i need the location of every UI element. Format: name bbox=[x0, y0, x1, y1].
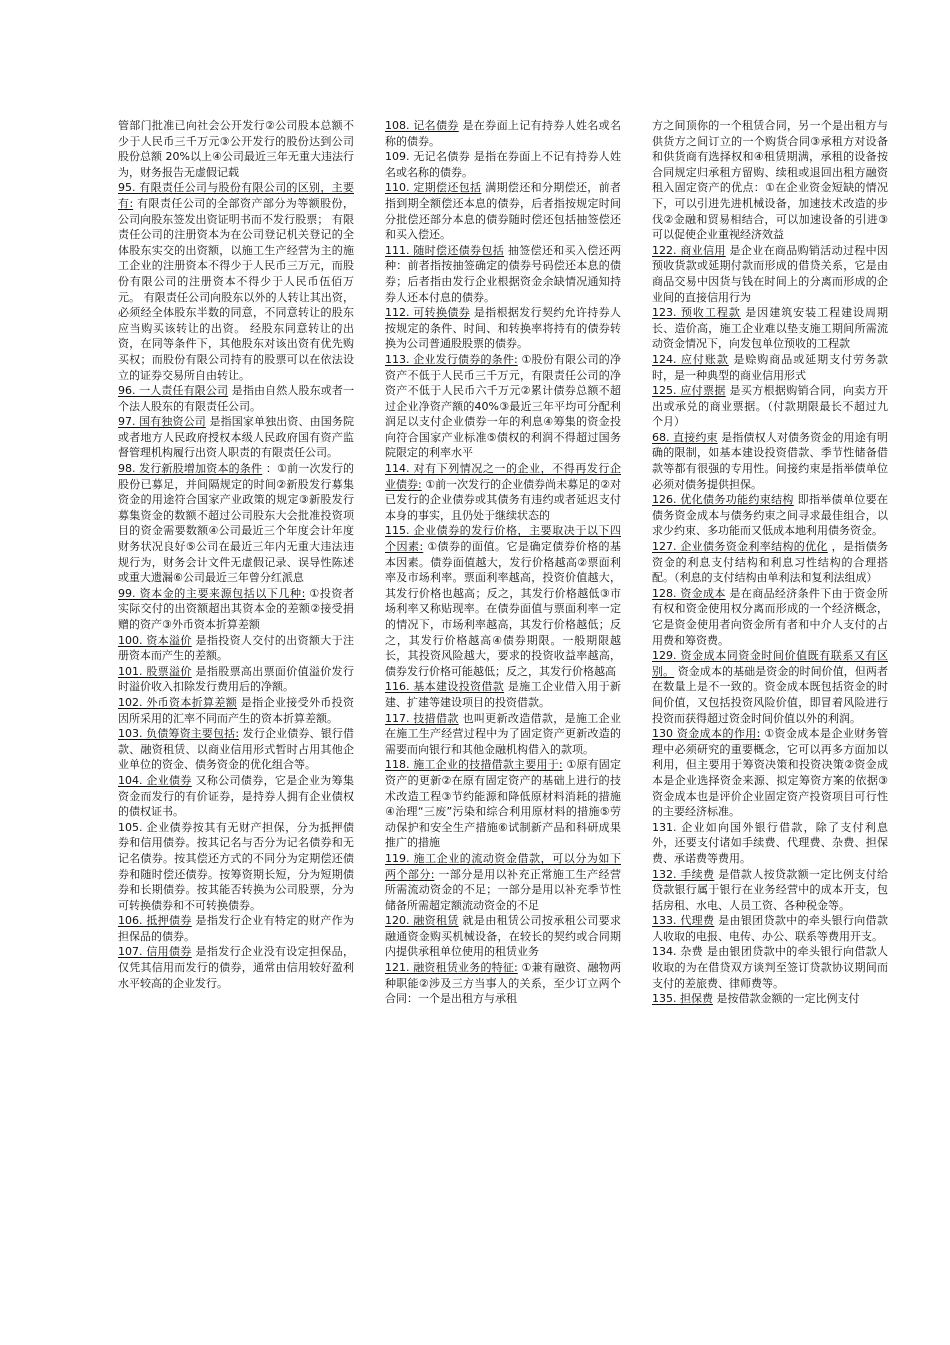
term-heading: 133. 代理费 bbox=[652, 914, 715, 928]
paragraph bbox=[652, 944, 888, 991]
paragraph bbox=[652, 820, 888, 867]
term-heading: 127. 企业债务资金利率结构的优化 bbox=[652, 540, 828, 554]
paragraph-text: 是指发行企业有特定的财产作为担保品的债券。 bbox=[118, 914, 354, 943]
paragraph bbox=[385, 305, 621, 352]
paragraph-text: 一部分是用以补充正常施工生产经营所需流动资金的不足；一部分是用以补充季节性储备所需超定额流动资金的不足 bbox=[385, 867, 621, 912]
paragraph-text: 管部门批准已向社会公开发行②公司股本总额不少于人民币三千万元③公开发行的股份达到公司股份总额 20%以上④公司最近三年无重大违法行为，财务报告无虚假记载 bbox=[118, 119, 354, 179]
paragraph bbox=[118, 180, 354, 383]
paragraph bbox=[652, 586, 888, 648]
paragraph bbox=[118, 695, 354, 726]
paragraph-text: 是指国家单独出资、由国务院或者地方人民政府授权本级人民政府国有资产监督管理机构履行出资人职责的有限责任公司。 bbox=[118, 415, 354, 460]
term-heading: 130 资金成本的作用: bbox=[652, 727, 761, 741]
paragraph bbox=[652, 430, 888, 492]
term-heading: 96. 一人责任有限公司 bbox=[118, 384, 229, 398]
paragraph bbox=[118, 944, 354, 991]
term-heading: 97. 国有独资公司 bbox=[118, 415, 206, 429]
paragraph bbox=[652, 305, 888, 352]
term-heading: 114. 对有下列情况之一的企业，不得再发行企业债券: bbox=[385, 462, 621, 491]
paragraph-text: 即指举债单位要在债务资金成本与债务约束之间寻求最佳组合，以求少约束、多功能而又低成本地利用债务资金。 bbox=[652, 493, 888, 538]
term-heading: 107. 信用债券 bbox=[118, 945, 192, 959]
paragraph bbox=[385, 243, 621, 305]
paragraph-text: 就是由租赁公司按承租公司要求融通资金购买机械设备，在较长的契约或合同期内提供承租单位使用的租赁业务 bbox=[385, 914, 621, 959]
paragraph bbox=[652, 648, 888, 726]
paragraph bbox=[652, 492, 888, 539]
paragraph-text: 是在券面上记有持券人姓名或名称的债券。 bbox=[385, 119, 621, 148]
term-heading: 123. 预收工程款 bbox=[652, 306, 741, 320]
term-heading: 118. 施工企业的技措借款主要用于: bbox=[385, 758, 563, 772]
paragraph-text: ①债券的面值。它是确定债券价格的基本因素。债券面值越大，发行价格越高②票面利率及市场利率。票面利率越高，投资价值越大，其发行价格也越高；反之，其发行价格越低③市场利率又称贴现率。在债券面值与票面利率一定的情况下，市场利率越高，其发行价格越低；反之，其发行价格越高④债券期限。一般期限越长，其投资风险越大，要求的投资收益率越高，债券发行价格可能越低；反之，其发行价格越高 bbox=[385, 540, 621, 678]
paragraph bbox=[385, 352, 621, 461]
term-heading: 112. 可转换债券 bbox=[385, 306, 471, 320]
paragraph bbox=[385, 118, 621, 149]
term-heading: 99. 资本金的主要来源包括以下几种: bbox=[118, 586, 306, 600]
paragraph-text: 是指根据发行契约允许持券人按规定的条件、时间、和转换率将持有的债券转换为公司普通股股票的债券。 bbox=[385, 306, 621, 351]
paragraph-text: 131. 企业如向国外银行借款，除了支付利息外，还要支付诸如手续费、代理费、杂费、担保费、承诺费等费用。 bbox=[652, 820, 888, 865]
paragraph-text: ①投资者实际交付的出资额超出其资本金的差额②接受捐赠的资产③外币资本折算差额 bbox=[118, 586, 355, 631]
paragraph bbox=[652, 118, 888, 243]
paragraph-text: 是在商品经济条件下由于资金所有权和资金使用权分离而形成的一个经济概念，它是资金使用者向资金所有者和中介人支付的占用费和筹资费。 bbox=[652, 586, 888, 647]
term-heading: 102. 外币资本折算差额 bbox=[118, 695, 238, 709]
paragraph bbox=[385, 679, 621, 710]
term-heading: 116. 基本建设投资借款 bbox=[385, 680, 505, 694]
paragraph bbox=[652, 867, 888, 914]
paragraph bbox=[118, 586, 354, 633]
term-heading: 110. 定期偿还包括 bbox=[385, 181, 482, 195]
term-heading: 128. 资金成本 bbox=[652, 586, 726, 600]
term-heading: 104. 企业债券 bbox=[118, 773, 192, 787]
term-heading: 124. 应付账款 bbox=[652, 352, 729, 366]
paragraph-text: 是赊购商品或延期支付劳务款时，是一种典型的商业信用形式 bbox=[652, 352, 888, 382]
paragraph-text: 是因建筑安装工程建设周期长、造价高，施工企业难以垫支施工期间所需流动资金情况下，向发包单位预收的工程款 bbox=[652, 306, 888, 351]
term-heading: 101. 股票溢价 bbox=[118, 664, 192, 678]
text-column-1 bbox=[118, 118, 354, 991]
paragraph-text: ①前一次发行的企业债券尚未募足的②对已发行的企业债券或其债务有违约或者延迟支付本身的事实，且仍处于继续状态的 bbox=[385, 477, 621, 522]
term-heading: 121. 融资租赁业务的特征: bbox=[385, 961, 518, 975]
paragraph-text: 是买方根据购销合同，向卖方开出或承兑的商业票据。（付款期限最长不超过九个月） bbox=[652, 384, 888, 429]
paragraph-text: 109. 无记名债券 是指在券面上不记有持券人姓名或名称的债券。 bbox=[385, 150, 621, 179]
term-heading: 132. 手续费 bbox=[652, 867, 715, 881]
term-heading: 103. 负债筹资主要包括: bbox=[118, 727, 240, 741]
paragraph-text: 是指企业接受外币投资因所采用的汇率不同而产生的资本折算差额。 bbox=[118, 695, 354, 725]
paragraph bbox=[652, 352, 888, 383]
term-heading: 135. 担保费 bbox=[652, 992, 713, 1006]
paragraph-text: 是指发行企业没有设定担保品，仅凭其信用而发行的债券，通常由信用较好盈利水平较高的企业发行。 bbox=[118, 945, 354, 990]
paragraph bbox=[652, 243, 888, 305]
paragraph bbox=[652, 539, 888, 586]
paragraph-text: 是企业在商品购销活动过程中因预收货款或延期付款而形成的借贷关系，它是由商品交易中因货与钱在时间上的分离而形成的企业间的直接信用行为 bbox=[652, 243, 888, 304]
term-heading: 68. 直接约束 bbox=[652, 430, 718, 444]
paragraph bbox=[118, 383, 354, 414]
term-heading: 100. 资本溢价 bbox=[118, 633, 192, 647]
text-column-2 bbox=[385, 118, 621, 1007]
paragraph-text: ①兼有融资、融物两种职能②涉及三方当事人的关系，至少订立两个合同：一个是出租方与承租 bbox=[385, 961, 622, 1006]
paragraph bbox=[385, 757, 621, 851]
paragraph bbox=[385, 180, 621, 242]
term-heading: 111. 随时偿还债券包括 bbox=[385, 243, 505, 257]
paragraph-text: ①原有固定资产的更新②在原有固定资产的基础上进行的技术改造工程③节约能源和降低原材料消耗的措施④治理“三废”污染和综合利用原材料的措施⑤劳动保护和安全生产措施⑥试制新产品和科研成果推广的措施 bbox=[385, 758, 622, 850]
term-heading: 120. 融资租赁 bbox=[385, 914, 459, 928]
paragraph bbox=[652, 726, 888, 820]
paragraph-text: 方之间顶你的一个租赁合同，另一个是出租方与供货方之间订立的一个购货合同③承租方对设备和供货商有选择权和④租赁期满，承租的设备按合同规定归承租方留购、续租或退回出租方融资租入固定资产的优点：①在企业资金短缺的情况下，可以引进先进机械设备，加速技术改造的步伐②金融和贸易相结合，可以加速设备的引进③可以促使企业重视经济效益 bbox=[652, 119, 888, 242]
paragraph-text: 是施工企业借入用于新建、扩建等建设项目的投资借款。 bbox=[385, 680, 621, 709]
paragraph-text: ①资金成本是企业财务管理中必须研究的重要概念，它可以再多方面加以利用，但主要用于筹资决策和投资决策②资金成本是企业选择资金来源、拟定筹资方案的依据③资金成本也是评价企业固定资产投资项目可行性的主要经济标准。 bbox=[652, 727, 889, 819]
paragraph-text: ，是指债务资金的利息支付结构和利息习性结构的合理搭配。（利息的支付结构由单利法和复利法组成） bbox=[652, 540, 888, 585]
paragraph-text: 是指股票高出票面价值溢价发行时溢价收入扣除发行费用后的净额。 bbox=[118, 664, 354, 694]
paragraph bbox=[118, 664, 354, 695]
paragraph-text: 有限责任公司的全部资产部分为等额股份，公司向股东签发出资证明书而不发行股票； 有限责任公司的注册资本为在公司登记机关登记的全体股东实交的出资额，以施工生产经营为主的施工企业的注册资本不得少于人民币三万元，而股份有限公司的注册资本不得少于人民币伍佰万元。 有限责任公司向股东以外的人转让其出资，必须经全体股东半数的同意，不同意转让的股东应当购买该转让的出资。 经股东同意转让的出资，在同等条件下，其他股东对该出资有优先购买权；而股份有限公司持有的股票可以在依法设立的证券交易所自由转让。 bbox=[118, 196, 354, 382]
term-heading: 106. 抵押债券 bbox=[118, 914, 192, 928]
text-column-3 bbox=[652, 118, 888, 1007]
paragraph bbox=[118, 461, 354, 586]
paragraph bbox=[118, 913, 354, 944]
paragraph-text: 又称公司债券，它是企业为筹集资金而发行的有价证券，是持券人拥有企业债权的债权证书。 bbox=[118, 773, 354, 819]
term-heading: 122. 商业信用 bbox=[652, 243, 726, 257]
paragraph-text: 抽签偿还和买入偿还两种：前者指按抽签确定的债券号码偿还本息的债券；后者指由发行企业根据资金余缺情况通知持券人还本付息的债券。 bbox=[385, 243, 621, 304]
term-heading: 126. 优化债务功能约束结构 bbox=[652, 493, 794, 507]
term-heading: 117. 技措借款 bbox=[385, 711, 459, 725]
term-heading: 108. 记名债券 bbox=[385, 119, 459, 132]
term-heading: 115. 企业债券的发行价格，主要取决于以下四个因素: bbox=[385, 524, 621, 554]
paragraph-text: 134. 杂费 是由银团贷款中的牵头银行向借款人收取的为在借贷双方谈判至签订贷款协议期间而支付的差旅费、律师费等。 bbox=[652, 945, 888, 990]
paragraph bbox=[652, 383, 888, 430]
paragraph bbox=[385, 913, 621, 960]
paragraph bbox=[652, 913, 888, 944]
paragraph bbox=[118, 820, 354, 914]
paragraph bbox=[118, 118, 354, 180]
paragraph bbox=[385, 523, 621, 679]
paragraph bbox=[385, 711, 621, 758]
term-heading: 125. 应付票据 bbox=[652, 384, 726, 398]
paragraph bbox=[118, 773, 354, 820]
term-heading: 119. 施工企业的流动资金借款，可以分为如下两个部分: bbox=[385, 851, 621, 881]
paragraph bbox=[118, 633, 354, 664]
paragraph-text: ：①前一次发行的股份已募足，并间隔规定的时间②新股发行募集资金的用途符合国家产业政策的规定③新股发行募集资金的数额不超过公司股东大会批准投资项目的资金需要数额④公司最近三个年度会计年度财务状况良好⑤公司在最近三年内无重大违法违规行为，财务会计文件无虚假记录、误导性陈述或重大遗漏⑥公司最近三年曾分红派息 bbox=[118, 462, 355, 585]
paragraph-text: 是指由自然人股东或者一个法人股东的有限责任公司。 bbox=[118, 384, 354, 413]
paragraph-text: 也叫更新改造借款，是施工企业在施工生产经营过程中为了固定资产更新改造的需要而向银行和其他金融机构借入的款项。 bbox=[385, 711, 621, 756]
paragraph bbox=[385, 960, 621, 1007]
term-heading: 95. 有限责任公司与股份有限公司的区别，主要有: bbox=[118, 181, 354, 210]
paragraph-text: 105. 企业债券按其有无财产担保，分为抵押债券和信用债券。按其记名与否分为记名债券和无记名债券。按其偿还方式的不同分为定期偿还债券和随时偿还债券。按筹资期长短，分为短期债券和长期债券。按其能否转换为公司股票，分为可转换债券和不可转换债券。 bbox=[118, 820, 354, 912]
paragraph-text: 是指投资人交付的出资额大于注册资本而产生的差额。 bbox=[118, 633, 354, 663]
term-heading: 129. 资金成本同资金时间价值既有联系又有区别。 bbox=[652, 649, 888, 678]
term-heading: 98. 发行新股增加资本的条件 bbox=[118, 462, 263, 476]
paragraph-text: 是由银团贷款中的牵头银行向借款人收取的电报、电传、办公、联系等费用开支。 bbox=[652, 914, 888, 943]
paragraph bbox=[652, 991, 888, 1007]
paragraph-text: ①股份有限公司的净资产不低于人民币三千万元，有限责任公司的净资产不低于人民币六千万元②累计债券总额不超过企业净资产额的40%③最近三年平均可分配利润足以支付企业债券一年的利息④筹集的资金投向符合国家产业标准⑤债权的利润不得超过国务院限定的利率水平 bbox=[385, 352, 622, 460]
paragraph bbox=[385, 461, 621, 523]
paragraph bbox=[385, 149, 621, 180]
paragraph bbox=[118, 414, 354, 461]
paragraph-text: 是借款人按贷款额一定比例支付给贷款银行属于银行在业务经营中的成本开支，包括房租、水电、人员工资、各种税金等。 bbox=[652, 867, 888, 912]
paragraph-text: 资金成本的基础是资金的时间价值，但两者在数量上是不一致的。资金成本既包括资金的时间价值，又包括投资风险价值，即冒着风险进行投资而获得超过资金时间价值以外的利润。 bbox=[652, 664, 889, 725]
paragraph-text: 是按借款金额的一定比例支付 bbox=[713, 992, 860, 1006]
paragraph-text: 发行企业债券、银行借款、融资租赁、以商业信用形式暂时占用其他企业单位的资金、债务资金的优化组合等。 bbox=[118, 727, 354, 772]
paragraph-text: 满期偿还和分期偿还，前者指到期全额偿还本息的债券，后者指按规定时间分批偿还部分本息的债券随时偿还包括抽签偿还和买入偿还。 bbox=[385, 181, 621, 242]
paragraph bbox=[385, 851, 621, 913]
paragraph bbox=[118, 726, 354, 773]
paragraph-text: 是指债权人对债务资金的用途有明确的限制，如基本建设投资借款、季节性储备借款等都有很强的专用性。间接约束是指举债单位必须对债务提供担保。 bbox=[652, 430, 888, 491]
term-heading: 113. 企业发行债券的条件: bbox=[385, 352, 518, 366]
